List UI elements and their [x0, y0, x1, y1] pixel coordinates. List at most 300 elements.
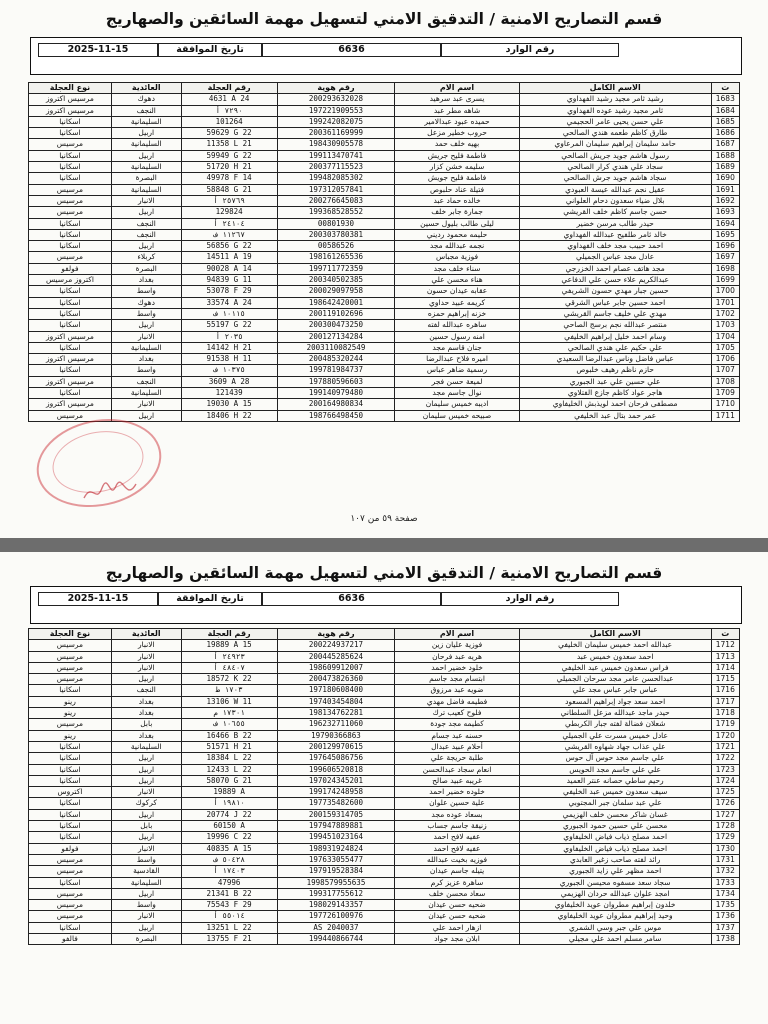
cell-mother-name: فلوح كعيب ترك — [395, 708, 519, 719]
table-row — [29, 173, 740, 184]
cell-vehicle-type: مرسيس اكتروز — [29, 399, 112, 410]
cell-vehicle-number: 49978 F 14 — [181, 173, 277, 184]
cell-vehicle-type: اكتروس — [29, 787, 112, 798]
cell-vehicle-type: مرسيس — [29, 866, 112, 877]
cell-vehicle-type: مرسيس — [29, 252, 112, 263]
column-header-mother-name: اسم الام — [395, 629, 519, 640]
table-row — [29, 877, 740, 888]
cell-affiliation: اربيل — [111, 775, 181, 786]
cell-vehicle-number: 121439 — [181, 388, 277, 399]
cell-vehicle-type: اسكانيا — [29, 685, 112, 696]
cell-affiliation: دهوك — [111, 94, 181, 105]
cell-mother-name: انعام سجاد عبدالحسن — [395, 764, 519, 775]
cell-row-number: 1735 — [711, 900, 739, 911]
cell-full-name: احمد سعد جواد إبراهيم المسعود — [519, 696, 711, 707]
cell-affiliation: واسط — [111, 365, 181, 376]
cell-mother-name: بسعاد عوده مجد — [395, 809, 519, 820]
cell-mother-name: يسرى عبد سرهيد — [395, 94, 519, 105]
cell-mother-name: حميده عبود عبدالامير — [395, 116, 519, 127]
cell-full-name: علي عذاب جهاد شهاوه القريشي — [519, 741, 711, 752]
cell-vehicle-number: ٧٢٩٠ أ — [181, 105, 277, 116]
cell-id-number: 200159314705 — [277, 809, 395, 820]
table-row — [29, 900, 740, 911]
cell-mother-name: فاطمة فليح جريش — [395, 150, 519, 161]
cell-affiliation: بغداد — [111, 730, 181, 741]
cell-affiliation: الانبار — [111, 843, 181, 854]
table-row — [29, 286, 740, 297]
cell-row-number: 1729 — [711, 832, 739, 843]
cell-affiliation: اربيل — [111, 832, 181, 843]
cell-affiliation: اربيل — [111, 809, 181, 820]
table-row — [29, 388, 740, 399]
table-row — [29, 741, 740, 752]
cell-id-number: 198430905578 — [277, 139, 395, 150]
column-header-row-number: ت — [711, 629, 739, 640]
cell-mother-name: خلود خضير احمد — [395, 662, 519, 673]
table-row — [29, 696, 740, 707]
cell-full-name: شعلان فضالة لفته جبار الكربطي — [519, 719, 711, 730]
table-row — [29, 866, 740, 877]
cell-id-number: 197403454804 — [277, 696, 395, 707]
table-row — [29, 252, 740, 263]
cell-affiliation: كربلاء — [111, 252, 181, 263]
cell-vehicle-number: 16466 B 22 — [181, 730, 277, 741]
cell-vehicle-type: اسكانيا — [29, 218, 112, 229]
document-page-2 — [0, 552, 768, 1024]
cell-row-number: 1712 — [711, 640, 739, 651]
cell-mother-name: بهيه خلف حمد — [395, 139, 519, 150]
table-row — [29, 787, 740, 798]
cell-id-number: 199440866744 — [277, 934, 395, 945]
cell-row-number: 1715 — [711, 674, 739, 685]
cell-id-number: 200361169999 — [277, 128, 395, 139]
table-row — [29, 275, 740, 286]
cell-mother-name: يتيله جاسم عيدان — [395, 866, 519, 877]
cell-affiliation: السليمانية — [111, 139, 181, 150]
cell-affiliation: اربيل — [111, 320, 181, 331]
cell-row-number: 1713 — [711, 651, 739, 662]
cell-row-number: 1718 — [711, 708, 739, 719]
table-row — [29, 922, 740, 933]
cell-vehicle-type: اسكانيا — [29, 365, 112, 376]
cell-full-name: سيف سعدون خميس عبد الخليفي — [519, 787, 711, 798]
cell-id-number: 200340502385 — [277, 275, 395, 286]
cell-id-number: 198134762281 — [277, 708, 395, 719]
cell-affiliation: البصرة — [111, 263, 181, 274]
cell-vehicle-type: اسكانيا — [29, 229, 112, 240]
cell-vehicle-type: اسكانيا — [29, 877, 112, 888]
cell-vehicle-type: اسكانيا — [29, 308, 112, 319]
cell-id-number: 200129970615 — [277, 741, 395, 752]
cell-vehicle-type: اسكانيا — [29, 832, 112, 843]
cell-full-name: منتصر عبدالله نجم برسج الصاحي — [519, 320, 711, 331]
cell-mother-name: ساهرة عزيز كرم — [395, 877, 519, 888]
cell-affiliation: اربيل — [111, 764, 181, 775]
cell-id-number: 197221909553 — [277, 105, 395, 116]
cell-id-number: 00586526 — [277, 241, 395, 252]
cell-full-name: رسول هاشم جويد جريش الصالحي — [519, 150, 711, 161]
cell-vehicle-number: 90028 A 14 — [181, 263, 277, 274]
cell-full-name: هاجر عواد كاظم جازع الفتلاوي — [519, 388, 711, 399]
cell-affiliation: واسط — [111, 900, 181, 911]
cell-id-number: 197024345201 — [277, 775, 395, 786]
cell-affiliation: بغداد — [111, 275, 181, 286]
cell-full-name: سجاد علي هندي كرار الصالحي — [519, 162, 711, 173]
cell-mother-name: هريه عبد فرحان — [395, 651, 519, 662]
cell-affiliation: البصرة — [111, 173, 181, 184]
column-header-affiliation: العائدية — [111, 83, 181, 94]
cell-row-number: 1698 — [711, 263, 739, 274]
cell-row-number: 1724 — [711, 775, 739, 786]
cell-vehicle-type: فولفو — [29, 263, 112, 274]
cell-full-name: عبدالكريم علاء حسن علي الدفاعي — [519, 275, 711, 286]
cell-affiliation: النجف — [111, 376, 181, 387]
cell-affiliation: اربيل — [111, 888, 181, 899]
incoming-number-label: رقم الوارد — [441, 592, 619, 606]
cell-id-number: 199781984737 — [277, 365, 395, 376]
cell-mother-name: ابتسام مجد جاسم — [395, 674, 519, 685]
cell-id-number: 197312057841 — [277, 184, 395, 195]
cell-full-name: طارق كاظم طعمه هندي الصالحي — [519, 128, 711, 139]
cell-id-number: 199242082075 — [277, 116, 395, 127]
cell-id-number: 197919528384 — [277, 866, 395, 877]
page-title: قسم التصاريح الامنية / التدقيق الامني لتسهيل مهمة السائقين والصهاريج — [105, 564, 663, 582]
cell-vehicle-number: ٢٠٣٥ أ — [181, 331, 277, 342]
cell-vehicle-number: 47996 — [181, 877, 277, 888]
cell-mother-name: حسنه عبد جسام — [395, 730, 519, 741]
cell-vehicle-number: 19996 C 22 — [181, 832, 277, 843]
cell-vehicle-type: مرسيس — [29, 651, 112, 662]
cell-vehicle-type: اسكانيا — [29, 286, 112, 297]
table-row — [29, 410, 740, 421]
cell-mother-name: فاطمة فليح جويش — [395, 173, 519, 184]
incoming-number-value: 6636 — [262, 592, 441, 606]
cell-row-number: 1732 — [711, 866, 739, 877]
cell-full-name: عقيل نجم عبدالله عيسة العبودي — [519, 184, 711, 195]
cell-affiliation: اربيل — [111, 922, 181, 933]
cell-row-number: 1716 — [711, 685, 739, 696]
cell-vehicle-number: ١٧٣٠١ م — [181, 708, 277, 719]
cell-affiliation: الانبار — [111, 911, 181, 922]
cell-id-number: 198029143357 — [277, 900, 395, 911]
cell-affiliation: اربيل — [111, 410, 181, 421]
cell-row-number: 1717 — [711, 696, 739, 707]
cell-vehicle-number: 40835 A 15 — [181, 843, 277, 854]
cell-full-name: علي جاسم مجد حوس آل حوس — [519, 753, 711, 764]
cell-id-number: 200293632028 — [277, 94, 395, 105]
cell-full-name: وحيد إبراهيم مطروان عويد الخليفاوي — [519, 911, 711, 922]
cell-id-number: 197633055477 — [277, 854, 395, 865]
cell-id-number: 200224937217 — [277, 640, 395, 651]
cell-id-number: 200473826360 — [277, 674, 395, 685]
cell-full-name: حازم ناظم رهيف خلبوص — [519, 365, 711, 376]
cell-full-name: غسان شاكر محسن خلف الهزيمي — [519, 809, 711, 820]
table-row — [29, 229, 740, 240]
cell-mother-name: نجمه عبدالله مجد — [395, 241, 519, 252]
cell-mother-name: صبيحه خميس سليمان — [395, 410, 519, 421]
cell-affiliation: واسط — [111, 286, 181, 297]
cell-row-number: 1727 — [711, 809, 739, 820]
cell-mother-name: ازهار احمد علي — [395, 922, 519, 933]
table-row — [29, 308, 740, 319]
cell-row-number: 1695 — [711, 229, 739, 240]
cell-row-number: 1736 — [711, 911, 739, 922]
cell-mother-name: فتيلة عناد حلبوص — [395, 184, 519, 195]
cell-id-number: 19790366863 — [277, 730, 395, 741]
table-row — [29, 854, 740, 865]
cell-vehicle-number: 11358 L 21 — [181, 139, 277, 150]
cell-row-number: 1686 — [711, 128, 739, 139]
cell-id-number: 200276645083 — [277, 195, 395, 206]
cell-affiliation: الانبار — [111, 651, 181, 662]
table-row — [29, 354, 740, 365]
cell-vehicle-number: 13251 L 22 — [181, 922, 277, 933]
cell-row-number: 1733 — [711, 877, 739, 888]
cell-full-name: احمد حسين جابر عباس الشرقي — [519, 297, 711, 308]
cell-vehicle-number: 4631 A 24 — [181, 94, 277, 105]
cell-vehicle-type: مرسيس — [29, 640, 112, 651]
cell-vehicle-number: ٢٤٩٢٣ أ — [181, 651, 277, 662]
cell-id-number: 196232711060 — [277, 719, 395, 730]
cell-id-number: 200303780381 — [277, 229, 395, 240]
cell-mother-name: ابلان مجد جواد — [395, 934, 519, 945]
cell-vehicle-number: 19889 A 15 — [181, 640, 277, 651]
cell-vehicle-type: اسكانيا — [29, 922, 112, 933]
cell-id-number: 199482085302 — [277, 173, 395, 184]
cell-mother-name: ضحيه حسن عيدان — [395, 911, 519, 922]
cell-affiliation: اربيل — [111, 753, 181, 764]
cell-vehicle-number: 91538 H 11 — [181, 354, 277, 365]
cell-affiliation: السليمانية — [111, 184, 181, 195]
table-row — [29, 775, 740, 786]
cell-id-number: 200119102696 — [277, 308, 395, 319]
cell-full-name: مجد هاتف عصام احمد الخزرجي — [519, 263, 711, 274]
cell-row-number: 1692 — [711, 195, 739, 206]
table-row — [29, 764, 740, 775]
cell-row-number: 1700 — [711, 286, 739, 297]
cell-row-number: 1689 — [711, 162, 739, 173]
column-header-vehicle-number: رقم العجلة — [181, 83, 277, 94]
cell-vehicle-number: 56856 G 22 — [181, 241, 277, 252]
cell-vehicle-number: 55197 G 22 — [181, 320, 277, 331]
cell-vehicle-number: 51720 H 21 — [181, 162, 277, 173]
cell-id-number: 00801930 — [277, 218, 395, 229]
cell-id-number: 2003110082549 — [277, 342, 395, 353]
records-table — [28, 628, 740, 945]
cell-vehicle-number: 53078 F 29 — [181, 286, 277, 297]
cell-vehicle-number: 3609 A 28 — [181, 376, 277, 387]
table-row — [29, 685, 740, 696]
cell-vehicle-number: 19889 A — [181, 787, 277, 798]
cell-mother-name: فوزيه بخيت عبدالله — [395, 854, 519, 865]
cell-affiliation: النجف — [111, 218, 181, 229]
records-table — [28, 82, 740, 422]
cell-row-number: 1722 — [711, 753, 739, 764]
table-row — [29, 150, 740, 161]
cell-row-number: 1696 — [711, 241, 739, 252]
cell-vehicle-type: اسكانيا — [29, 741, 112, 752]
table-row — [29, 241, 740, 252]
cell-mother-name: اميره فلاح عبدالرضا — [395, 354, 519, 365]
cell-row-number: 1738 — [711, 934, 739, 945]
cell-affiliation: السليمانية — [111, 741, 181, 752]
cell-mother-name: امنه رسول حسين — [395, 331, 519, 342]
cell-vehicle-type: مرسيس اكتروز — [29, 354, 112, 365]
cell-full-name: موس علي جبر وسي الشمري — [519, 922, 711, 933]
cell-vehicle-type: اسكانيا — [29, 297, 112, 308]
cell-mother-name: خلوده خضير احمد — [395, 787, 519, 798]
cell-full-name: عباس فاضل وناس عبدالرضا السعيدي — [519, 354, 711, 365]
cell-row-number: 1710 — [711, 399, 739, 410]
cell-row-number: 1694 — [711, 218, 739, 229]
cell-mother-name: نوال جاسم مجد — [395, 388, 519, 399]
cell-full-name: سامر مسلم احمد علي مجيلي — [519, 934, 711, 945]
cell-full-name: عبدالله احمد خميس سليمان الخليفي — [519, 640, 711, 651]
table-row — [29, 662, 740, 673]
incoming-number-value: 6636 — [262, 43, 441, 57]
cell-full-name: احمد مصلح ذياب فياض الخليفاوي — [519, 832, 711, 843]
cell-vehicle-number: 33574 A 24 — [181, 297, 277, 308]
cell-full-name: حسين جبار مهدي حسون الشريفي — [519, 286, 711, 297]
table-row — [29, 798, 740, 809]
cell-vehicle-number: 58070 G 21 — [181, 775, 277, 786]
cell-mother-name: عفيه لافح احمد — [395, 843, 519, 854]
cell-affiliation: السليمانية — [111, 162, 181, 173]
table-header-row — [29, 629, 740, 640]
cell-id-number: 199368528552 — [277, 207, 395, 218]
cell-affiliation: اربيل — [111, 150, 181, 161]
cell-full-name: علي علي جاسم مجد الحويس — [519, 764, 711, 775]
cell-full-name: رائد لفته صاحب زغير العابدي — [519, 854, 711, 865]
cell-affiliation: بابل — [111, 821, 181, 832]
page-title: قسم التصاريح الامنية / التدقيق الامني لتسهيل مهمة السائقين والصهاريج — [105, 10, 663, 28]
cell-id-number: 200445285624 — [277, 651, 395, 662]
cell-vehicle-type: مرسيس — [29, 900, 112, 911]
cell-mother-name: لميعة حسن فجر — [395, 376, 519, 387]
cell-row-number: 1708 — [711, 376, 739, 387]
cell-full-name: عادل مجد عباس الجميلي — [519, 252, 711, 263]
approval-date-label: تاريخ الموافقة — [158, 592, 262, 606]
cell-vehicle-type: مرسيس — [29, 662, 112, 673]
column-header-row-number: ت — [711, 83, 739, 94]
column-header-id-number: رقم هوية — [277, 629, 395, 640]
cell-affiliation: الانبار — [111, 787, 181, 798]
cell-vehicle-type: مرسيس — [29, 888, 112, 899]
cell-full-name: فراس سعدون خميس عبد الخليفي — [519, 662, 711, 673]
cell-id-number: 198642420001 — [277, 297, 395, 308]
cell-affiliation: الانبار — [111, 662, 181, 673]
cell-row-number: 1730 — [711, 843, 739, 854]
table-row — [29, 128, 740, 139]
cell-vehicle-type: اسكانيا — [29, 821, 112, 832]
table-row — [29, 320, 740, 331]
cell-row-number: 1725 — [711, 787, 739, 798]
cell-id-number: 200485320244 — [277, 354, 395, 365]
table-row — [29, 342, 740, 353]
cell-mother-name: طلبة حريجة علي — [395, 753, 519, 764]
cell-vehicle-number: 75543 F 29 — [181, 900, 277, 911]
cell-full-name: عبدالحسن عامر مجد سرحان الجميلي — [519, 674, 711, 685]
cell-mother-name: ضحيه حسن عيدان — [395, 900, 519, 911]
cell-vehicle-type: مرسيس — [29, 207, 112, 218]
cell-row-number: 1688 — [711, 150, 739, 161]
column-header-vehicle-number: رقم العجلة — [181, 629, 277, 640]
cell-affiliation: السليمانية — [111, 342, 181, 353]
cell-mother-name: جمارة جابر خلف — [395, 207, 519, 218]
column-header-vehicle-type: نوع العجلة — [29, 83, 112, 94]
cell-vehicle-type: اسكانيا — [29, 809, 112, 820]
table-row — [29, 753, 740, 764]
cell-id-number: 199451023164 — [277, 832, 395, 843]
approval-date-value: 2025-11-15 — [38, 592, 158, 606]
cell-vehicle-type: اسكانيا — [29, 241, 112, 252]
table-row — [29, 376, 740, 387]
cell-mother-name: ساهره عبدالله لفته — [395, 320, 519, 331]
cell-affiliation: الانبار — [111, 331, 181, 342]
cell-mother-name: عقابه عيدان حسون — [395, 286, 519, 297]
cell-row-number: 1709 — [711, 388, 739, 399]
cell-vehicle-type: مرسيس — [29, 719, 112, 730]
cell-id-number: 199606520818 — [277, 764, 395, 775]
cell-full-name: علي حكيم علي هندي الصالحي — [519, 342, 711, 353]
cell-vehicle-type: مرسيس اكتروز — [29, 94, 112, 105]
cell-mother-name: خالده حماد عبد — [395, 195, 519, 206]
cell-vehicle-number: 13755 F 21 — [181, 934, 277, 945]
cell-affiliation: اربيل — [111, 128, 181, 139]
column-header-affiliation: العائدية — [111, 629, 181, 640]
cell-id-number: 199317755612 — [277, 888, 395, 899]
cell-vehicle-type: اسكانيا — [29, 128, 112, 139]
cell-vehicle-type: مرسيس — [29, 139, 112, 150]
cell-row-number: 1684 — [711, 105, 739, 116]
cell-vehicle-number: 18572 K 22 — [181, 674, 277, 685]
cell-affiliation: بغداد — [111, 696, 181, 707]
cell-vehicle-type: اكتروز مرسيس — [29, 275, 112, 286]
cell-mother-name: خزنه إبراهيم حمزه — [395, 308, 519, 319]
cell-vehicle-type: اسكانيا — [29, 764, 112, 775]
cell-affiliation: النجف — [111, 105, 181, 116]
table-row — [29, 105, 740, 116]
table-row — [29, 809, 740, 820]
cell-row-number: 1720 — [711, 730, 739, 741]
cell-vehicle-type: اسكانيا — [29, 320, 112, 331]
column-header-mother-name: اسم الام — [395, 83, 519, 94]
cell-full-name: عادل خميس مسرت علي الجميلي — [519, 730, 711, 741]
cell-vehicle-number: 101264 — [181, 116, 277, 127]
cell-full-name: حيدر ماجد عبدالله مزعل السلطاني — [519, 708, 711, 719]
cell-full-name: احمد سعدون خميس عبد — [519, 651, 711, 662]
table-row — [29, 116, 740, 127]
cell-row-number: 1703 — [711, 320, 739, 331]
cell-full-name: احمد حبيب مجد خلف الفهداوي — [519, 241, 711, 252]
cell-row-number: 1693 — [711, 207, 739, 218]
table-row — [29, 708, 740, 719]
cell-affiliation: اربيل — [111, 241, 181, 252]
cell-row-number: 1697 — [711, 252, 739, 263]
incoming-number-label: رقم الوارد — [441, 43, 619, 57]
column-header-vehicle-type: نوع العجلة — [29, 629, 112, 640]
table-row — [29, 331, 740, 342]
cell-full-name: علي حسين علي عبد الجبوري — [519, 376, 711, 387]
table-row — [29, 640, 740, 651]
cell-id-number: 198766498450 — [277, 410, 395, 421]
cell-affiliation: النجف — [111, 229, 181, 240]
cell-vehicle-type: اسكانيا — [29, 173, 112, 184]
cell-id-number: 199174248958 — [277, 787, 395, 798]
cell-vehicle-number: ١٧٠٣ ط — [181, 685, 277, 696]
cell-vehicle-type: اسكانيا — [29, 116, 112, 127]
cell-vehicle-number: ١٧٤٠٣ أ — [181, 866, 277, 877]
